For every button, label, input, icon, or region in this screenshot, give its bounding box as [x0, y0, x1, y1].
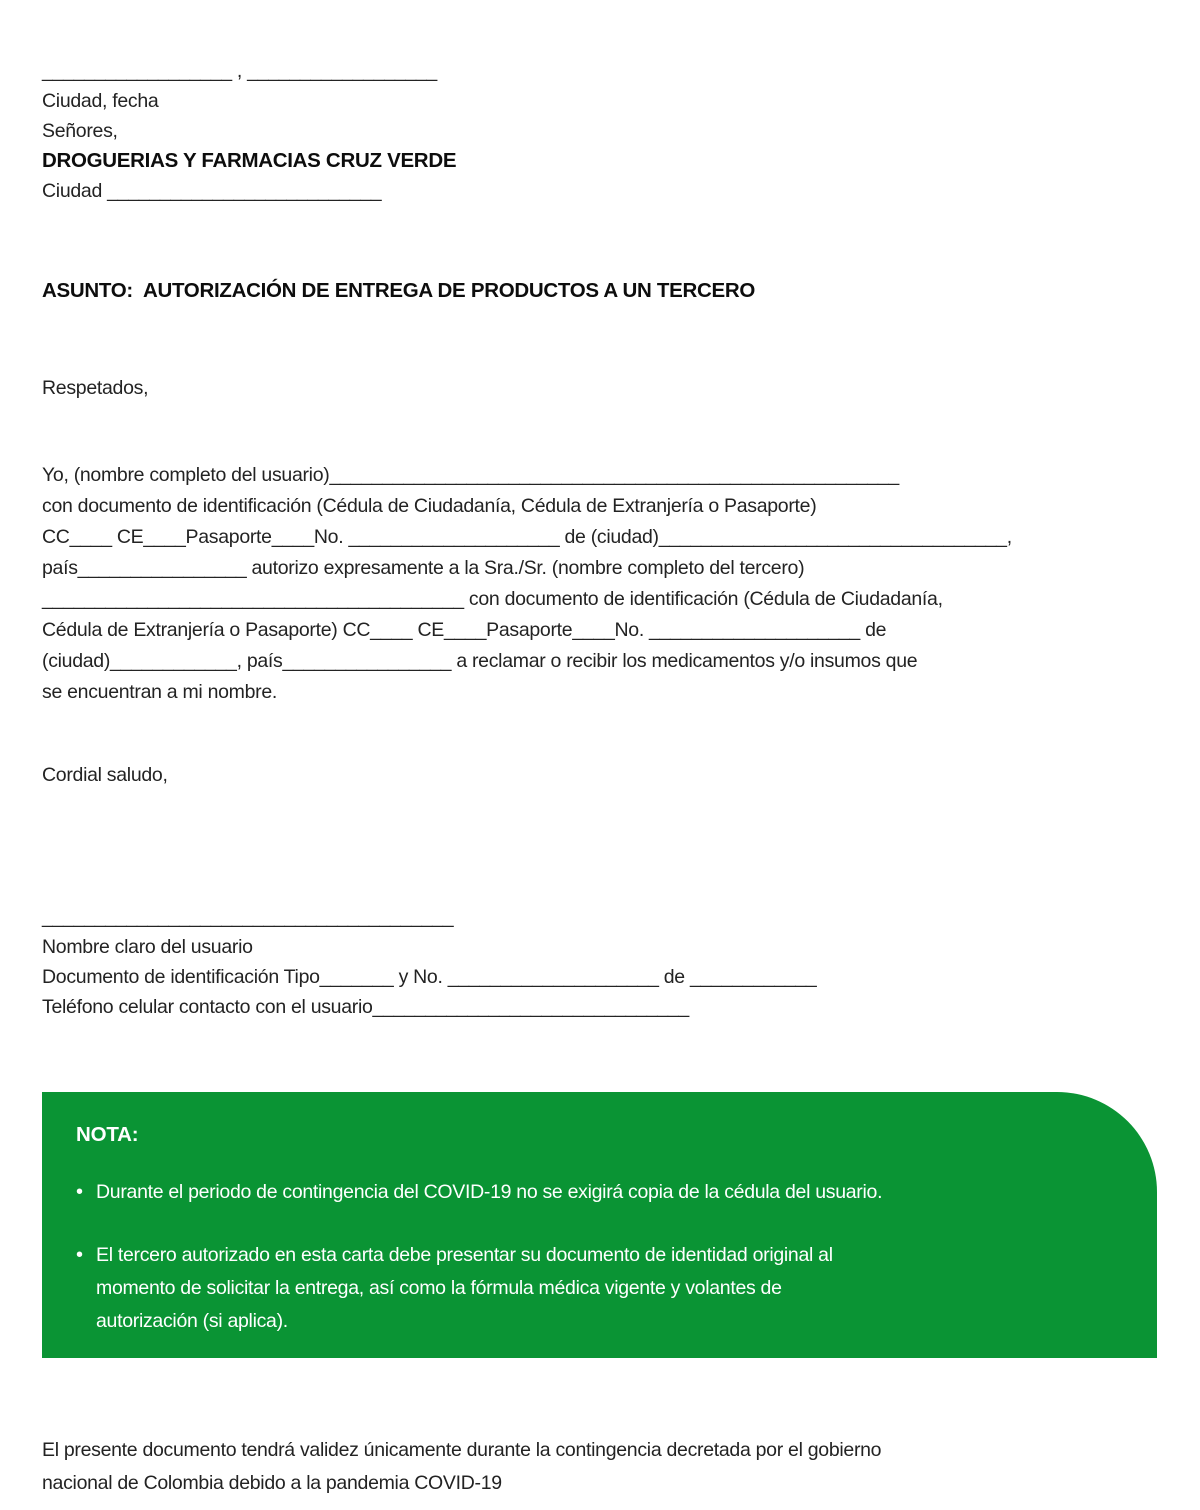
body-line-2: con documento de identificación (Cédula de Ciudadanía, Cédula de Extranjería o Pasaporte) — [42, 495, 817, 517]
body-line-3: CC____ CE____Pasaporte____No. ____________________ de (ciudad)_________________________________, — [42, 526, 1012, 548]
signature-blank-line: _______________________________________ — [42, 906, 454, 928]
body-line-5: ________________________________________ con documento de identificación (Cédula de Ciudadanía, — [42, 588, 943, 610]
validity-note-line-2: nacional de Colombia debido a la pandemia COVID-19 — [42, 1472, 502, 1494]
note-bullet-1 — [76, 1176, 1117, 1209]
note-bullet-2-line-3: autorización (si aplica). — [96, 1310, 288, 1332]
signature-name-label: Nombre claro del usuario — [42, 936, 253, 958]
greeting: Respetados, — [42, 377, 149, 399]
subject-line: ASUNTO: AUTORIZACIÓN DE ENTREGA DE PRODUCTOS A UN TERCERO — [42, 279, 756, 302]
validity-note — [42, 1434, 1158, 1500]
note-bullet-1-text — [96, 1176, 1117, 1209]
authorization-paragraph — [42, 460, 1158, 708]
bullet-icon: • — [76, 1181, 83, 1203]
closing: Cordial saludo, — [42, 764, 168, 786]
signature-phone-line: Teléfono celular contacto con el usuario______________________________ — [42, 996, 689, 1018]
signature-document-line: Documento de identificación Tipo_______ y No. ____________________ de ____________ — [42, 966, 817, 988]
bullet-icon: • — [76, 1244, 83, 1266]
signature-block — [42, 902, 1158, 1022]
note-bullet-2 — [76, 1239, 1117, 1338]
city-blank-line: Ciudad __________________________ — [42, 180, 382, 202]
note-bullet-1-line-1: Durante el periodo de contingencia del COVID-19 no se exigirá copia de la cédula del usuario. — [96, 1181, 883, 1203]
note-bullet-2-line-2: momento de solicitar la entrega, así como la fórmula médica vigente y volantes de — [96, 1277, 782, 1299]
body-line-8: se encuentran a mi nombre. — [42, 681, 277, 703]
note-box — [42, 1092, 1157, 1358]
salutation: Señores, — [42, 120, 118, 142]
company-name: DROGUERIAS Y FARMACIAS CRUZ VERDE — [42, 149, 457, 172]
body-line-6: Cédula de Extranjería o Pasaporte) CC____ CE____Pasaporte____No. ____________________ de — [42, 619, 887, 641]
body-line-7: (ciudad)____________, país________________ a reclamar o recibir los medicamentos y/o insumos que — [42, 650, 918, 672]
city-date-label: Ciudad, fecha — [42, 90, 159, 112]
letter-header — [42, 56, 1158, 206]
note-bullet-2-text — [96, 1239, 1117, 1338]
body-line-4: país________________ autorizo expresamente a la Sra./Sr. (nombre completo del tercero) — [42, 557, 805, 579]
body-line-1: Yo, (nombre completo del usuario)______________________________________________________ — [42, 464, 899, 486]
note-bullet-2-line-1: El tercero autorizado en esta carta debe presentar su documento de identidad original al — [96, 1244, 833, 1266]
note-title: NOTA: — [76, 1123, 139, 1146]
validity-note-line-1: El presente documento tendrá validez únicamente durante la contingencia decretada por el gobierno — [42, 1439, 882, 1461]
city-date-blank-line: __________________ , __________________ — [42, 60, 437, 82]
